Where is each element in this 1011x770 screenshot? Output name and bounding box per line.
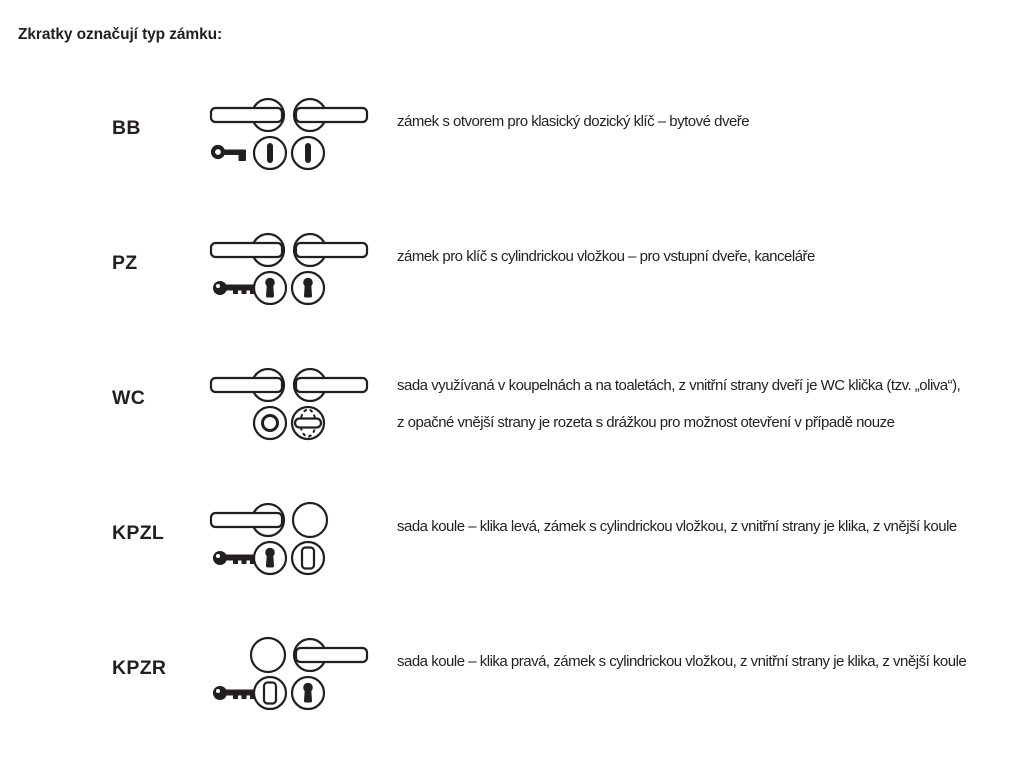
slot-rosette-icon	[292, 137, 324, 169]
lever-handle-left-icon	[211, 99, 284, 131]
keyhole-rosette-icon	[292, 677, 324, 709]
lever-handle-right-icon	[294, 369, 367, 401]
lock-type-description	[397, 112, 749, 132]
lock-icon-set	[205, 95, 375, 175]
lock-type-code: KPZL	[112, 522, 165, 544]
slot-rosette-icon	[254, 137, 286, 169]
lock-icon-set	[205, 635, 375, 715]
groove-rosette-icon	[254, 407, 286, 439]
blind-rosette-icon	[292, 542, 324, 574]
lock-type-row-kpzl	[0, 500, 1011, 635]
lock-type-description	[397, 367, 960, 441]
lock-type-code: WC	[112, 387, 146, 409]
keyhole-rosette-icon	[292, 272, 324, 304]
lock-type-code: BB	[112, 117, 141, 139]
lock-type-row-kpzr	[0, 635, 1011, 770]
lock-icon-set	[205, 500, 375, 580]
lever-handle-left-icon	[211, 504, 284, 536]
description-line: zámek pro klíč s cylindrickou vložkou – pro vstupní dveře, kanceláře	[397, 248, 815, 265]
lever-handle-right-icon	[294, 234, 367, 266]
cylinder-key-icon	[213, 686, 254, 700]
page-title: Zkratky označují typ zámku:	[18, 26, 223, 43]
wc-turn-knob-icon	[292, 407, 324, 439]
description-line: sada koule – klika pravá, zámek s cylindrickou vložkou, z vnitřní strany je klika, z vnější koule	[397, 653, 967, 670]
door-knob-icon	[251, 638, 285, 672]
description-line: z opačné vnější strany je rozeta s drážkou pro možnost otevření v případě nouze	[397, 414, 895, 431]
description-line: zámek s otvorem pro klasický dozický klíč – bytové dveře	[397, 113, 750, 130]
door-knob-icon	[293, 503, 327, 537]
lock-icon-set	[205, 365, 375, 445]
lever-handle-right-icon	[294, 99, 367, 131]
description-line: sada využívaná v koupelnách a na toaletách, z vnitřní strany dveří je WC klička (tzv. „oliva“),	[397, 377, 961, 394]
lock-type-row-pz	[0, 230, 1011, 365]
lock-type-description	[397, 652, 966, 672]
lock-type-row-bb	[0, 95, 1011, 230]
lever-handle-left-icon	[211, 369, 284, 401]
lock-type-code: PZ	[112, 252, 138, 274]
cylinder-key-icon	[213, 551, 254, 565]
cylinder-key-icon	[213, 281, 254, 295]
keyhole-rosette-icon	[254, 272, 286, 304]
lever-handle-right-icon	[294, 639, 367, 671]
lock-type-description	[397, 517, 957, 537]
keyhole-rosette-icon	[254, 542, 286, 574]
description-line: sada koule – klika levá, zámek s cylindrickou vložkou, z vnitřní strany je klika, z vnější koule	[397, 518, 957, 535]
lock-icon-set	[205, 230, 375, 310]
lock-type-row-wc	[0, 365, 1011, 500]
lock-type-code: KPZR	[112, 657, 167, 679]
blind-rosette-icon	[254, 677, 286, 709]
lever-handle-left-icon	[211, 234, 284, 266]
classic-key-icon	[213, 147, 246, 161]
lock-type-description	[397, 247, 815, 267]
